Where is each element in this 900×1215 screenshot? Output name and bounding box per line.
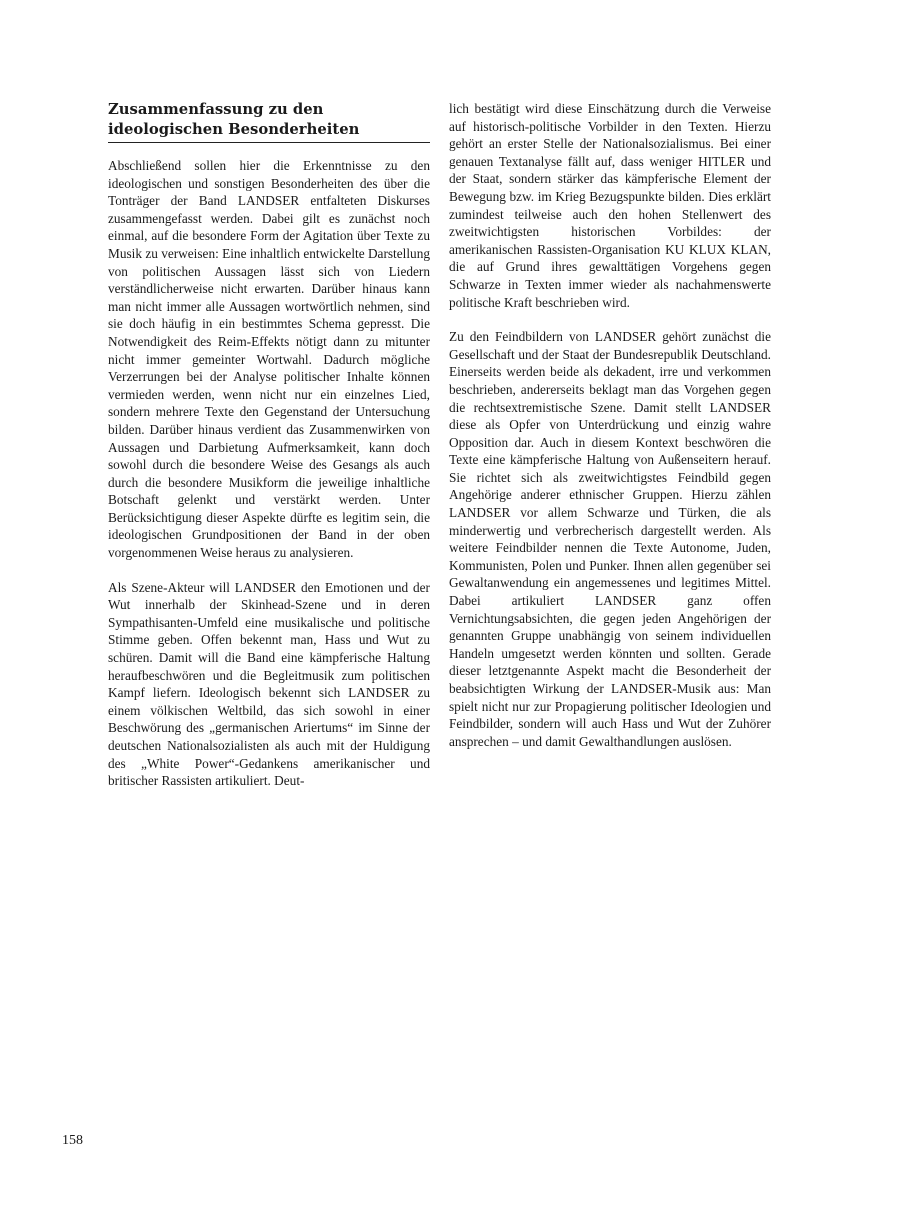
page-number: 158 — [62, 1133, 83, 1148]
paragraph-enemy-images: Zu den Feindbildern von LANDSER gehört zunächst die Gesellschaft und der Staat der Bundesrepublik Deutschland. Einerseits werden beide als dekadent, irre und verkommen beschrieben, andererseits beklagt man das Vorgehen gegen die rechtsextremistische Szene. Damit stellt LANDSER diese als Opfer von Unterdrückung und einzig wahre Opposition dar. Auch in diesem Kontext beschwören die Texte eine kämpferische Haltung von Außenseitern herauf. Sie richtet sich als zweitwichtigstes Feindbild gegen Angehörige anderer ethnischer Gruppen. Hierzu zählen LANDSER vor allem Schwarze und Türken, die als minderwertig und verbrecherisch dargestellt werden. Als weitere Feindbilder nennen die Texte Autonome, Juden, Kommunisten, Polen und Punker. Ihnen allen gegenüber sei Gewaltanwendung ein angemessenes und legitimes Mittel. Dabei artikuliert LANDSER ganz offen Vernichtungsabsichten, die gegen jeden Angehörigen der genannten Gruppe unabhängig von seinem individuellen Handeln umgesetzt werden könnten und sollten. Gerade dieser letztgenannte Aspekt macht die Besonderheit der beabsichtigten Wirkung der LANDSER-Musik aus: Man spielt nicht nur zur Propagierung politischer Ideologien und Feindbilder, sondern will auch Hass und Wut der Zuhörer ansprechen – und damit Gewalthandlungen auslösen. — [449, 329, 771, 749]
paragraph-scene-actor: Als Szene-Akteur will LANDSER den Emotionen und der Wut innerhalb der Skinhead-Szene und in deren Sympathisanten-Umfeld eine musikalische und politische Stimme geben. Offen bekennt man, Hass und Wut zu schüren. Damit will die Band eine kämpferische Haltung heraufbeschwören und die Begleitmusik zum politischen Kampf liefern. Ideologisch bekennt sich LANDSER zu einem völkischen Weltbild, das sich sowohl in einer Beschwörung des „germanischen Ariertums“ im Sinne der deutschen Nationalsozialisten als auch mit der Huldigung des „White Power“-Gedankens amerikanischer und britischer Rassisten artikuliert. Deut- — [108, 579, 430, 789]
left-column — [108, 100, 430, 790]
section-heading: Zusammenfassung zu den ideologischen Besonderheiten — [108, 100, 430, 143]
paragraph-historical-models: lich bestätigt wird diese Einschätzung durch die Verweise auf historisch-politische Vorbilder in den Texten. Hierzu gehört an erster Stelle der Nationalsozialismus. Bei einer genauen Textanalyse fällt auf, dass weniger HITLER und der Staat, sondern stärker das kämpferische Element der Bewegung bzw. im Krieg Bezugspunkte bilden. Dies erklärt zumindest teilweise auch den hohen Stellenwert des zweitwichtigsten historischen Vorbildes: der amerikanischen Rassisten-Organisation KU KLUX KLAN, die auf Grund ihres gewalttätigen Vorgehens gegen Schwarze in Texten immer wieder als nachahmenswerte politische Kraft beschrieben wird. — [449, 101, 771, 310]
right-column — [449, 100, 771, 750]
paragraph-summary-intro: Abschließend sollen hier die Erkenntnisse zu den ideologischen und sonstigen Besonderheiten des über die Tonträger der Band LANDSER entfalteten Diskurses zusammengefasst werden. Dabei gilt es zunächst noch einmal, auf die besondere Form der Agitation über Texte zu Musik zu verweisen: Eine inhaltlich entwickelte Darstellung von politischen Aussagen lässt sich von Liedern verständlicherweise nicht erwarten. Darüber hinaus kann man nicht immer alle Aussagen wortwörtlich nehmen, sind sie doch häufig in ein bestimmtes Schema gepresst. Die Notwendigkeit des Reim-Effekts nötigt dann zu mitunter nicht immer gemeinter Wortwahl. Dadurch mögliche Verzerrungen bei der Analyse politischer Inhalte können vermieden werden, wenn nicht nur ein einzelnes Lied, sondern mehrere Texte den Gegenstand der Untersuchung bilden. Darüber hinaus verdient das Zusammenwirken von Aussagen und Darbietung Aufmerksamkeit, kann doch sowohl durch die besondere Weise des Gesangs als auch durch die besondere Musikform die jeweilige inhaltliche Botschaft gelenkt und verstärkt werden. Unter Berücksichtigung dieser Aspekte dürfte es legitim sein, die ideologischen Grundpositionen der Band in der oben vorgenommenen Weise heraus zu analysieren. — [108, 158, 430, 561]
